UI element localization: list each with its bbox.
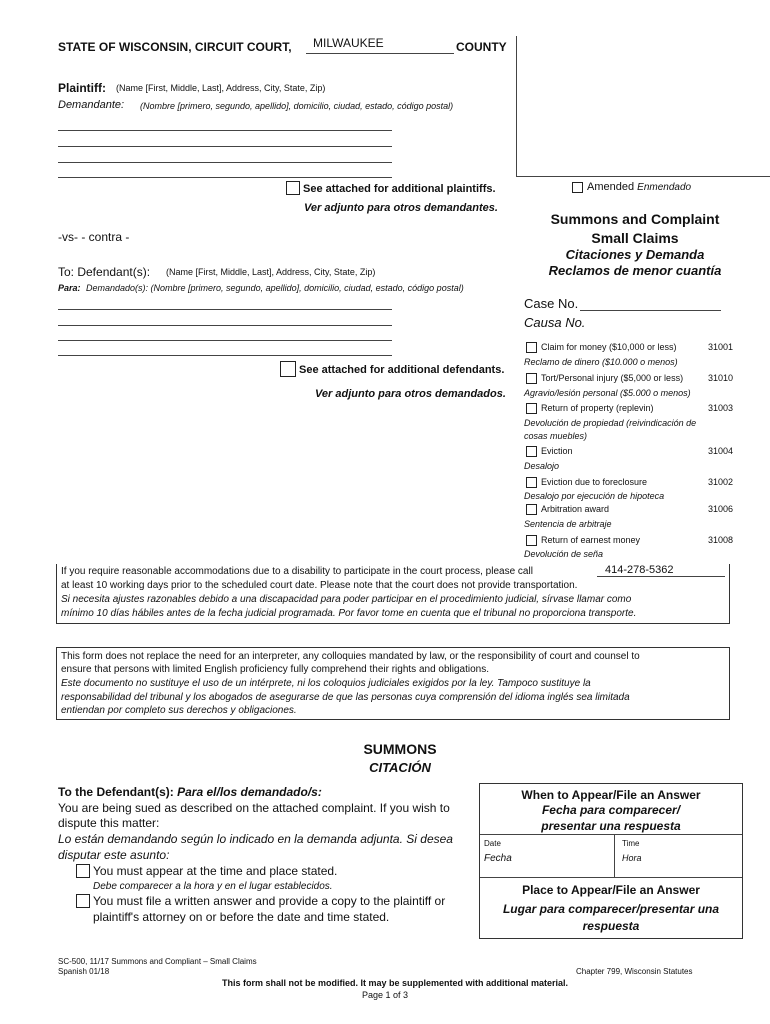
accommodation-notice: If you require reasonable accommodations due to a disability to participate in the court process, please call 414-278-5362 at least 10 working days prior to the scheduled court date. Please note that the court does not provide transportation. Si necesita ajustes razonables debido a una discapacidad para poder participar en el procedimiento judicial, sírvase llamar como mínimo 10 días hábiles antes de la fecha judicial programada. Por favor tome en cuenta que el tribunal no proporciona transporte. [56, 564, 730, 624]
to-defendants-heading: To the Defendant(s): Para el/los demandado/s: [58, 785, 322, 799]
court-header: STATE OF WISCONSIN, CIRCUIT COURT, [58, 40, 292, 54]
answer-option-label-1: You must file a written answer and provide a copy to the plaintiff or [93, 894, 446, 908]
plaintiff-line-4[interactable] [58, 177, 392, 178]
claim-eviction-checkbox[interactable] [526, 446, 537, 457]
plaintiff-label: Plaintiff: [58, 81, 106, 95]
defendant-line-4[interactable] [58, 355, 392, 356]
defendant-label: To: Defendant(s): [58, 265, 151, 279]
defendant-hint-es: Demandado(s): (Nombre [primero, segundo, apellido], domicilio, ciudad, estado, código postal) [86, 283, 464, 293]
claim-eviction-code: 31004 [708, 446, 734, 456]
sued-text-es-2: disputar este asunto: [58, 848, 170, 862]
claim-eviction-label: Eviction [541, 446, 573, 456]
defendant-label-es: Para: [58, 283, 81, 293]
claim-eviction-label-es: Desalojo [524, 461, 560, 471]
plaintiff-line-1[interactable] [58, 130, 392, 131]
answer-option-label-2: plaintiff's attorney on or before the date and time stated. [93, 910, 390, 924]
interpreter-notice: This form does not replace the need for an interpreter, any colloquies mandated by law, or the responsibility of court and counsel to ensure that persons with limited English proficiency fully comprehend their rights and obligations. Este documento no sustituye el uso de un intérprete, ni los coloquios judiciales exigidos por la ley. Tampoco sustituye la responsabilidad del tribunal y los abogados de asegurarse de que las personas cuya comprensión del idioma inglés sea limitada entiendan por completo sus derechos y obligaciones. [56, 647, 730, 720]
county-label: COUNTY [456, 40, 507, 54]
claim-foreclosure-code: 31002 [708, 477, 734, 487]
claim-tort-label: Tort/Personal injury ($5,000 or less) [541, 373, 684, 383]
caption-bottom [516, 176, 770, 177]
page-number: Page 1 of 3 [361, 990, 409, 1000]
claim-earnest-code: 31008 [708, 535, 734, 545]
appear-info-box: When to Appear/File an Answer Fecha para comparecer/ presentar una respuesta Date Fecha Time Hora Place to Appear/File an Answer Lugar para comparecer/presentar una respuesta [479, 783, 743, 939]
additional-defendants-checkbox[interactable] [280, 361, 296, 377]
case-number-field[interactable] [580, 310, 721, 311]
claim-foreclosure-label-es: Desalojo por ejecución de hipoteca [524, 491, 665, 501]
appear-option-label-es: Debe comparecer a la hora y en el lugar establecidos. [93, 881, 333, 892]
defendant-hint: (Name [First, Middle, Last], Address, City, State, Zip) [166, 267, 376, 277]
claim-property-label-es: Devolución de propiedad (reivindicación de [524, 418, 697, 428]
county-field[interactable]: MILWAUKEE [313, 36, 384, 50]
statute-ref: Chapter 799, Wisconsin Statutes [576, 967, 693, 976]
additional-plaintiffs-label: See attached for additional plaintiffs. [303, 183, 496, 195]
claim-tort-label-es: Agravio/lesión personal ($5.000 o menos) [524, 388, 691, 398]
spanish-version: Spanish 01/18 [58, 967, 110, 976]
additional-defendants-label-es: Ver adjunto para otros demandados. [315, 388, 506, 400]
claim-earnest-label: Return of earnest money [541, 535, 641, 545]
amended-label: Amended Enmendado [587, 181, 692, 193]
claim-money-checkbox[interactable] [526, 342, 537, 353]
claim-property-code: 31003 [708, 403, 734, 413]
claim-arbitration-checkbox[interactable] [526, 504, 537, 515]
claim-money-label: Claim for money ($10,000 or less) [541, 342, 677, 352]
claim-property-label-es-2: cosas muebles) [524, 431, 588, 441]
date-field-label[interactable]: Date [484, 839, 501, 848]
defendant-line-1[interactable] [58, 309, 392, 310]
caption-divider [516, 36, 517, 176]
answer-option-checkbox[interactable] [76, 894, 90, 908]
claim-money-code: 31001 [708, 342, 734, 352]
claim-earnest-checkbox[interactable] [526, 535, 537, 546]
plaintiff-line-3[interactable] [58, 162, 392, 163]
form-id: SC-500, 11/17 Summons and Compliant – Small Claims [58, 957, 257, 966]
appear-option-checkbox[interactable] [76, 864, 90, 878]
additional-defendants-label: See attached for additional defendants. [299, 364, 505, 376]
claim-tort-checkbox[interactable] [526, 373, 537, 384]
accommodation-phone[interactable]: 414-278-5362 [605, 564, 674, 576]
claim-tort-code: 31010 [708, 373, 734, 383]
defendant-line-3[interactable] [58, 340, 392, 341]
appear-option-label: You must appear at the time and place stated. [93, 864, 338, 878]
claim-foreclosure-label: Eviction due to foreclosure [541, 477, 648, 487]
claim-money-label-es: Reclamo de dinero ($10.000 o menos) [524, 357, 678, 367]
sued-text-2: dispute this matter: [58, 816, 160, 830]
claim-type-list [524, 338, 740, 564]
sued-text-1: You are being sued as described on the attached complaint. If you wish to [58, 801, 450, 815]
case-number-label: Case No. [524, 296, 579, 311]
plaintiff-line-2[interactable] [58, 146, 392, 147]
plaintiff-hint-es: (Nombre [primero, segundo, apellido], domicilio, ciudad, estado, código postal) [140, 101, 454, 111]
summons-title-es: CITACIÓN [369, 760, 431, 775]
claim-arbitration-code: 31006 [708, 504, 734, 514]
claim-earnest-label-es: Devolución de seña [524, 549, 604, 559]
claim-property-label: Return of property (replevin) [541, 403, 654, 413]
plaintiff-hint: (Name [First, Middle, Last], Address, City, State, Zip) [116, 83, 326, 93]
no-modify-notice: This form shall not be modified. It may be supplemented with additional material. [221, 978, 569, 988]
amended-checkbox[interactable] [572, 182, 583, 193]
claim-arbitration-label: Arbitration award [541, 504, 610, 514]
plaintiff-label-es: Demandante: [58, 99, 125, 111]
claim-foreclosure-checkbox[interactable] [526, 477, 537, 488]
claim-arbitration-label-es: Sentencia de arbitraje [524, 519, 612, 529]
additional-plaintiffs-checkbox[interactable] [286, 181, 300, 195]
time-field-label[interactable]: Time [622, 839, 640, 848]
county-underline [306, 53, 454, 54]
claim-property-checkbox[interactable] [526, 403, 537, 414]
defendant-line-2[interactable] [58, 325, 392, 326]
case-number-label-es: Causa No. [524, 315, 586, 330]
sued-text-es-1: Lo están demandando según lo indicado en la demanda adjunta. Si desea [58, 832, 453, 846]
summons-title: SUMMONS [363, 741, 437, 757]
additional-plaintiffs-label-es: Ver adjunto para otros demandantes. [304, 202, 498, 214]
versus-label: -vs- - contra - [58, 230, 130, 244]
